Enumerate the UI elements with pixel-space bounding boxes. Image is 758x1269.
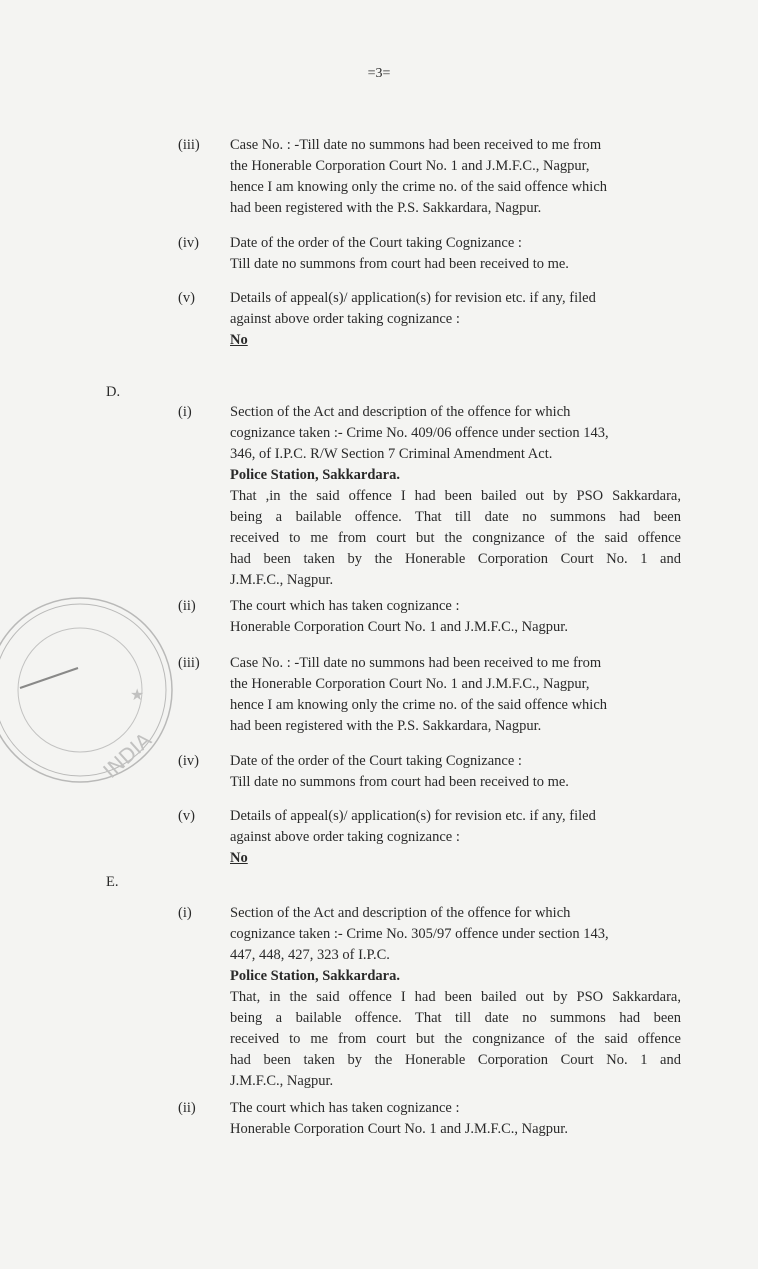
text-line: Honerable Corporation Court No. 1 and J.M.F.C., Nagpur.: [230, 619, 568, 635]
text-line: cognizance taken :- Crime No. 305/97 offence under section 143,: [230, 926, 609, 942]
answer-no: No: [230, 332, 248, 348]
item-text: [230, 596, 681, 638]
section-label: E.: [106, 874, 119, 890]
text-line: Section of the Act and description of the offence for which: [230, 905, 571, 921]
text-line: Date of the order of the Court taking Cognizance :: [230, 753, 522, 769]
answer-no: No: [230, 850, 248, 866]
text-line: had been registered with the P.S. Sakkardara, Nagpur.: [230, 200, 542, 216]
text-line: received to me from court but the congnizance of the said offence: [230, 1031, 681, 1047]
text-line: Case No. : -Till date no summons had been received to me from: [230, 655, 602, 671]
item-text: [230, 288, 681, 351]
item-number: (v): [178, 290, 195, 306]
item-number: (iv): [178, 235, 199, 251]
text-line: the Honerable Corporation Court No. 1 and J.M.F.C., Nagpur,: [230, 676, 590, 692]
item-number: (iii): [178, 137, 200, 153]
text-line: being a bailable offence. That till date no summons had been: [230, 1010, 681, 1026]
text-line: received to me from court but the congnizance of the said offence: [230, 530, 681, 546]
text-line: 346, of I.P.C. R/W Section 7 Criminal Amendment Act.: [230, 446, 553, 462]
item-number: (i): [178, 905, 192, 921]
text-line: Details of appeal(s)/ application(s) for revision etc. if any, filed: [230, 290, 596, 306]
text-line: Section of the Act and description of the offence for which: [230, 404, 571, 420]
item-text: [230, 653, 681, 737]
text-line: J.M.F.C., Nagpur.: [230, 572, 334, 588]
text-line: hence I am knowing only the crime no. of the said offence which: [230, 179, 608, 195]
item-text: [230, 806, 681, 869]
text-line: had been taken by the Honerable Corporation Court No. 1 and: [230, 551, 681, 567]
text-line: the Honerable Corporation Court No. 1 and J.M.F.C., Nagpur,: [230, 158, 590, 174]
item-text: [230, 135, 681, 219]
text-line: The court which has taken cognizance :: [230, 1100, 460, 1116]
text-line: That, in the said offence I had been bailed out by PSO Sakkardara,: [230, 989, 681, 1005]
text-line: Honerable Corporation Court No. 1 and J.M.F.C., Nagpur.: [230, 1121, 568, 1137]
text-line: That ,in the said offence I had been bailed out by PSO Sakkardara,: [230, 488, 681, 504]
item-number: (iii): [178, 655, 200, 671]
item-text: [230, 233, 681, 275]
text-line: Date of the order of the Court taking Cognizance :: [230, 235, 522, 251]
text-line: 447, 448, 427, 323 of I.P.C.: [230, 947, 390, 963]
text-line: The court which has taken cognizance :: [230, 598, 460, 614]
item-text: [230, 402, 681, 591]
text-line: cognizance taken :- Crime No. 409/06 offence under section 143,: [230, 425, 609, 441]
item-text: [230, 751, 681, 793]
text-line: Details of appeal(s)/ application(s) for revision etc. if any, filed: [230, 808, 596, 824]
police-station-heading: Police Station, Sakkardara.: [230, 467, 400, 483]
text-line: J.M.F.C., Nagpur.: [230, 1073, 334, 1089]
item-number: (iv): [178, 753, 199, 769]
text-line: had been taken by the Honerable Corporation Court No. 1 and: [230, 1052, 681, 1068]
text-line: Till date no summons from court had been received to me.: [230, 774, 569, 790]
text-line: against above order taking cognizance :: [230, 311, 460, 327]
item-number: (v): [178, 808, 195, 824]
police-station-heading: Police Station, Sakkardara.: [230, 968, 400, 984]
text-line: being a bailable offence. That till date no summons had been: [230, 509, 681, 525]
pen-mark: [20, 668, 78, 688]
svg-text:★: ★: [130, 685, 145, 704]
seal-stamp: [0, 590, 180, 800]
item-number: (i): [178, 404, 192, 420]
text-line: hence I am knowing only the crime no. of the said offence which: [230, 697, 608, 713]
item-number: (ii): [178, 598, 196, 614]
text-line: had been registered with the P.S. Sakkardara, Nagpur.: [230, 718, 542, 734]
item-text: [230, 903, 681, 1092]
item-text: [230, 1098, 681, 1140]
text-line: against above order taking cognizance :: [230, 829, 460, 845]
stamp-lettering: INDIA: [98, 727, 156, 783]
item-number: (ii): [178, 1100, 196, 1116]
page-number: =3=: [367, 66, 391, 81]
section-label: D.: [106, 384, 121, 400]
text-line: Till date no summons from court had been received to me.: [230, 256, 569, 272]
text-line: Case No. : -Till date no summons had been received to me from: [230, 137, 602, 153]
